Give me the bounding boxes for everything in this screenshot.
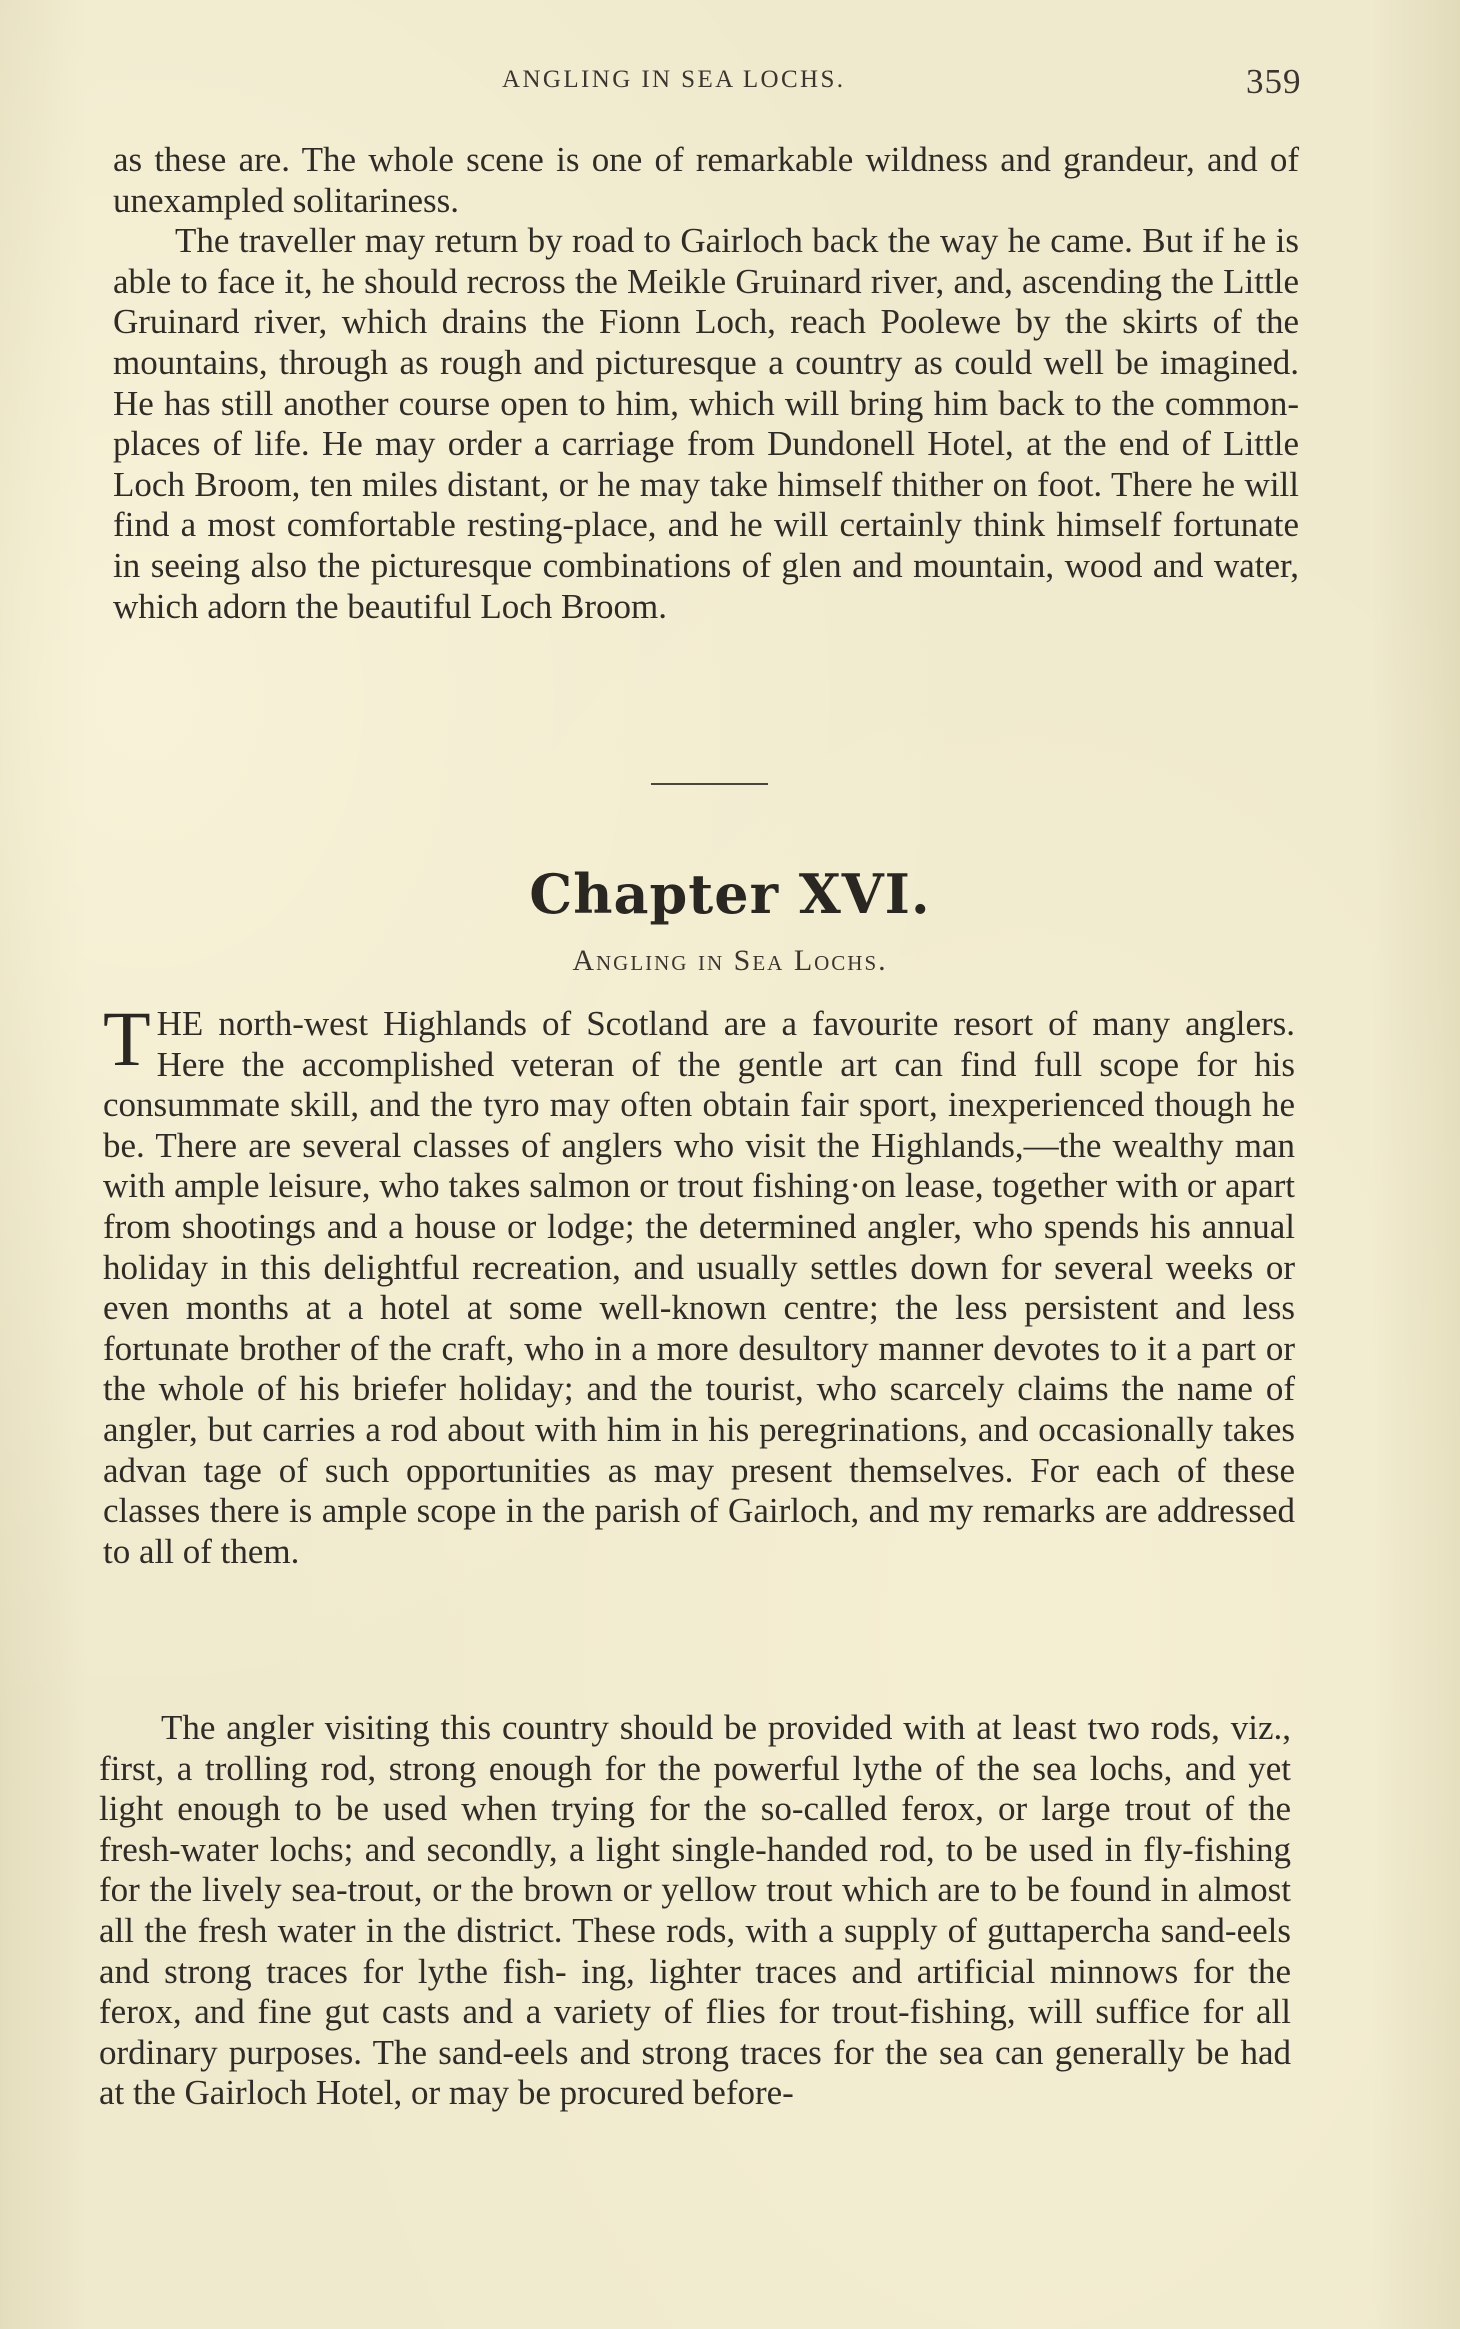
paragraph-traveller: [113, 221, 1299, 627]
drop-cap: T: [103, 995, 151, 1082]
section-divider: [651, 783, 768, 785]
running-header: [0, 62, 1460, 102]
chapter-first-paragraph: [103, 995, 1295, 1572]
paragraph-second-text: The angler visiting this country should be provided with at least two rods, viz., first, a trolling rod, strong enough for the powerful lythe of the sea lochs, and yet light enough to be used when trying for the so-called ferox, or large trout of the fresh-water lochs; and secondly, a light single-handed rod, to be used in fly-fishing for the lively sea-trout, or the brown or yellow trout which are to be found in almost all the fresh water in the district. These rods, with a supply of guttapercha sand-eels and strong traces for lythe fish- ing, lighter traces and artificial minnows for the ferox, and fine gut casts and a variety of flies for trout-fishing, will suffice for all ordinary purposes. The sand-eels and strong traces for the sea can generally be had at the Gairloch Hotel, or may be procured before-: [99, 1708, 1291, 2113]
running-title: ANGLING IN SEA LOCHS.: [502, 66, 846, 93]
paragraph-traveller-text: The traveller may return by road to Gairloch back the way he came. But if he is able to face it, he should recross the Meikle Gruinard river, and, ascending the Little Gruinard river, which drains the Fionn Loch, reach Poolewe by the skirts of the mountains, through as rough and picturesque a country as could well be imagined. He has still another course open to him, which will bring him back to the common-places of life. He may order a carriage from Dundonell Hotel, at the end of Little Loch Broom, ten miles distant, or he may take himself thither on foot. There he will find a most comfortable resting-place, and he will certainly think himself fortunate in seeing also the picturesque combinations of glen and mountain, wood and water, which adorn the beautiful Loch Broom.: [113, 221, 1299, 626]
previous-chapter-ending: [113, 140, 1299, 627]
paragraph-first: [103, 995, 1295, 1572]
chapter-second-paragraph: [99, 1708, 1291, 2114]
paragraph-first-text: HE north-west Highlands of Scotland are a favourite resort of many anglers. Here the accomplished veteran of the gentle art can find full scope for his consummate skill, and the tyro may often obtain fair sport, inexperienced though he be. There are several classes of anglers who visit the Highlands,—the wealthy man with ample leisure, who takes salmon or trout fishing·on lease, together with or apart from shootings and a house or lodge; the determined angler, who spends his annual holiday in this delightful recreation, and usually settles down for several weeks or even months at a hotel at some well-known centre; the less persistent and less fortunate brother of the craft, who in a more desultory manner devotes to it a part or the whole of his briefer holiday; and the tourist, who scarcely claims the name of angler, but carries a rod about with him in his peregrinations, and occasionally takes advan tage of such opportunities as may present themselves. For each of these classes there is ample scope in the parish of Gairloch, and my remarks are addressed to all of them.: [103, 1004, 1295, 1571]
chapter-subtitle: Angling in Sea Lochs.: [572, 944, 888, 977]
paragraph-second: [99, 1708, 1291, 2114]
page-number: 359: [1246, 62, 1302, 101]
chapter-heading: Chapter XVI.: [529, 862, 931, 926]
paragraph-opening: as these are. The whole scene is one of remarkable wildness and grandeur, and of unexampled solitariness.: [113, 140, 1299, 220]
